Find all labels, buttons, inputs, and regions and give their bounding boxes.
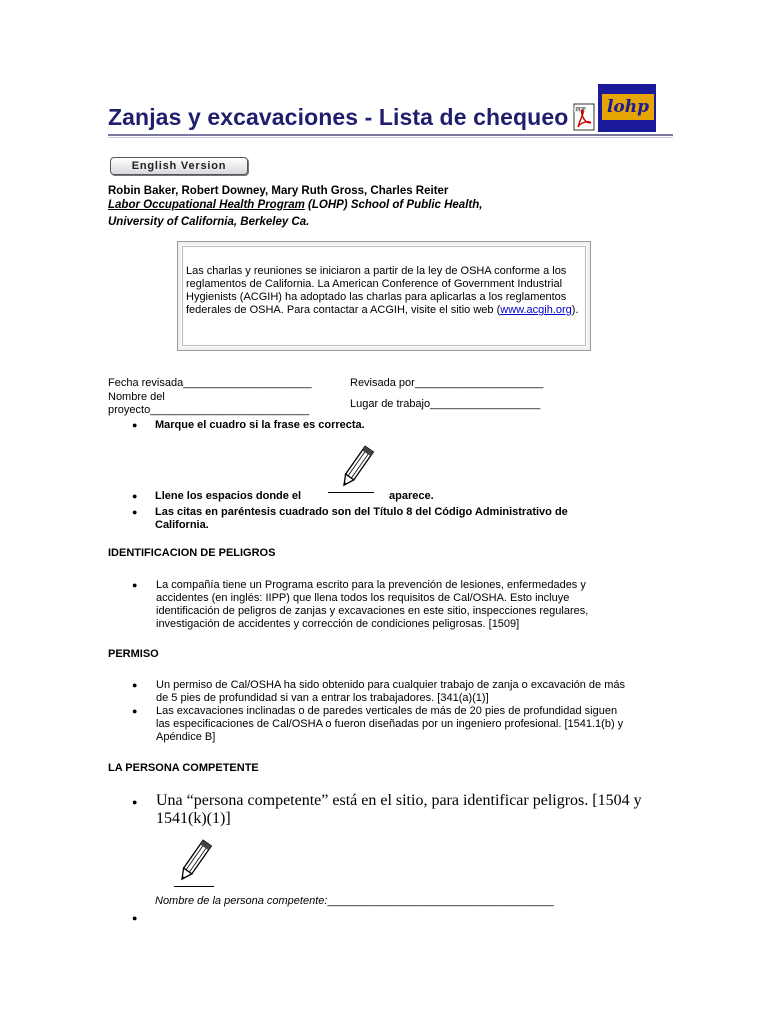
signature-label: Nombre de la persona competente: (155, 895, 328, 907)
bullet: ● (132, 797, 138, 807)
bullet: ● (132, 491, 138, 501)
signature-row (155, 895, 554, 908)
bullet: ● (132, 680, 138, 690)
lugar-trabajo-field[interactable]: Lugar de trabajo__________________ (350, 398, 541, 410)
section-identificacion-heading: IDENTIFICACION DE PELIGROS (108, 547, 276, 559)
pencil-underline (174, 886, 214, 887)
university-line: University of California, Berkeley Ca. (108, 216, 310, 228)
page-title: Zanjas y excavaciones - Lista de chequeo (108, 104, 569, 130)
revisada-por-field[interactable]: Revisada por_____________________ (350, 377, 544, 389)
english-version-button[interactable]: English Version (110, 157, 248, 175)
pencil-icon (336, 443, 376, 493)
identificacion-item-1: La compañía tiene un Programa escrito para la prevención de lesiones, enfermedades y accidentes (en inglés: IIPP) que llena todos los requisitos de Cal/OSHA. Esto incluye identificación de peligros de zanjas y excavaciones en este sitio, inspecciones regulares, investigación de accidentes y corrección de condiciones peligrosas. [1509] (156, 579, 589, 630)
bullet: ● (132, 706, 138, 716)
fecha-revisada-field[interactable]: Fecha revisada_____________________ (108, 377, 312, 389)
signature-field[interactable]: _____________________________________ (327, 895, 554, 907)
permiso-item-2: Las excavaciones inclinadas o de paredes verticales de más de 20 pies de profundidad siguen las especificaciones de Cal/OSHA o fueron diseñadas por un ingeniero profesional. [1541.1(b) y Apéndice B] (156, 705, 624, 743)
acgih-note-box (177, 241, 591, 351)
pencil-icon (174, 837, 214, 887)
pencil-underline (328, 492, 374, 493)
nombre-proyecto-field[interactable]: proyecto__________________________ (108, 404, 310, 416)
acgih-note-text: Las charlas y reuniones se iniciaron a partir de la ley de OSHA conforme a los reglamentos de California. La American Conference of Government Industrial Hygienists (ACGIH) ha adoptado las charlas para aplicarlas a los reglamentos federales de OSHA. Para contactar a ACGIH, visite el sitio web (www.acgih.org). (186, 265, 579, 316)
section-permiso-heading: PERMISO (108, 648, 159, 660)
bullet: ● (132, 580, 138, 590)
instruction-item-3: Las citas en paréntesis cuadrado son del Título 8 del Código Administrativo de California. (155, 506, 568, 531)
permiso-item-1: Un permiso de Cal/OSHA ha sido obtenido para cualquier trabajo de zanja o excavación de más de 5 pies de profundidad si van a entrar los trabajadores. [341(a)(1)] (156, 679, 625, 704)
instruction-item-2-after: aparece. (389, 490, 434, 502)
persona-item-1: Una “persona competente” está en el sitio, para identificar peligros. [1504 y 1541(k)(1)] (156, 792, 642, 827)
bullet: ● (132, 913, 138, 923)
title-divider (108, 134, 673, 136)
lohp-link[interactable]: Labor Occupational Health Program (108, 199, 305, 211)
pdf-icon[interactable] (572, 103, 596, 131)
authors-block (108, 184, 482, 229)
instruction-item-2-before: Llene los espacios donde el (155, 490, 302, 502)
program-rest: (LOHP) School of Public Health, (304, 199, 483, 211)
svg-text:PDF: PDF (576, 107, 586, 113)
lohp-logo: lohp (598, 84, 656, 132)
program-line (108, 198, 482, 212)
section-persona-heading: LA PERSONA COMPETENTE (108, 762, 259, 774)
bullet: ● (132, 420, 138, 430)
title-divider-shadow (108, 137, 673, 138)
acgih-link[interactable]: www.acgih.org (500, 304, 572, 316)
instruction-item-1: Marque el cuadro si la frase es correcta. (155, 419, 365, 431)
nombre-proyecto-label: Nombre del (108, 391, 165, 403)
bullet: ● (132, 507, 138, 517)
author-names: Robin Baker, Robert Downey, Mary Ruth Gross, Charles Reiter (108, 185, 449, 197)
